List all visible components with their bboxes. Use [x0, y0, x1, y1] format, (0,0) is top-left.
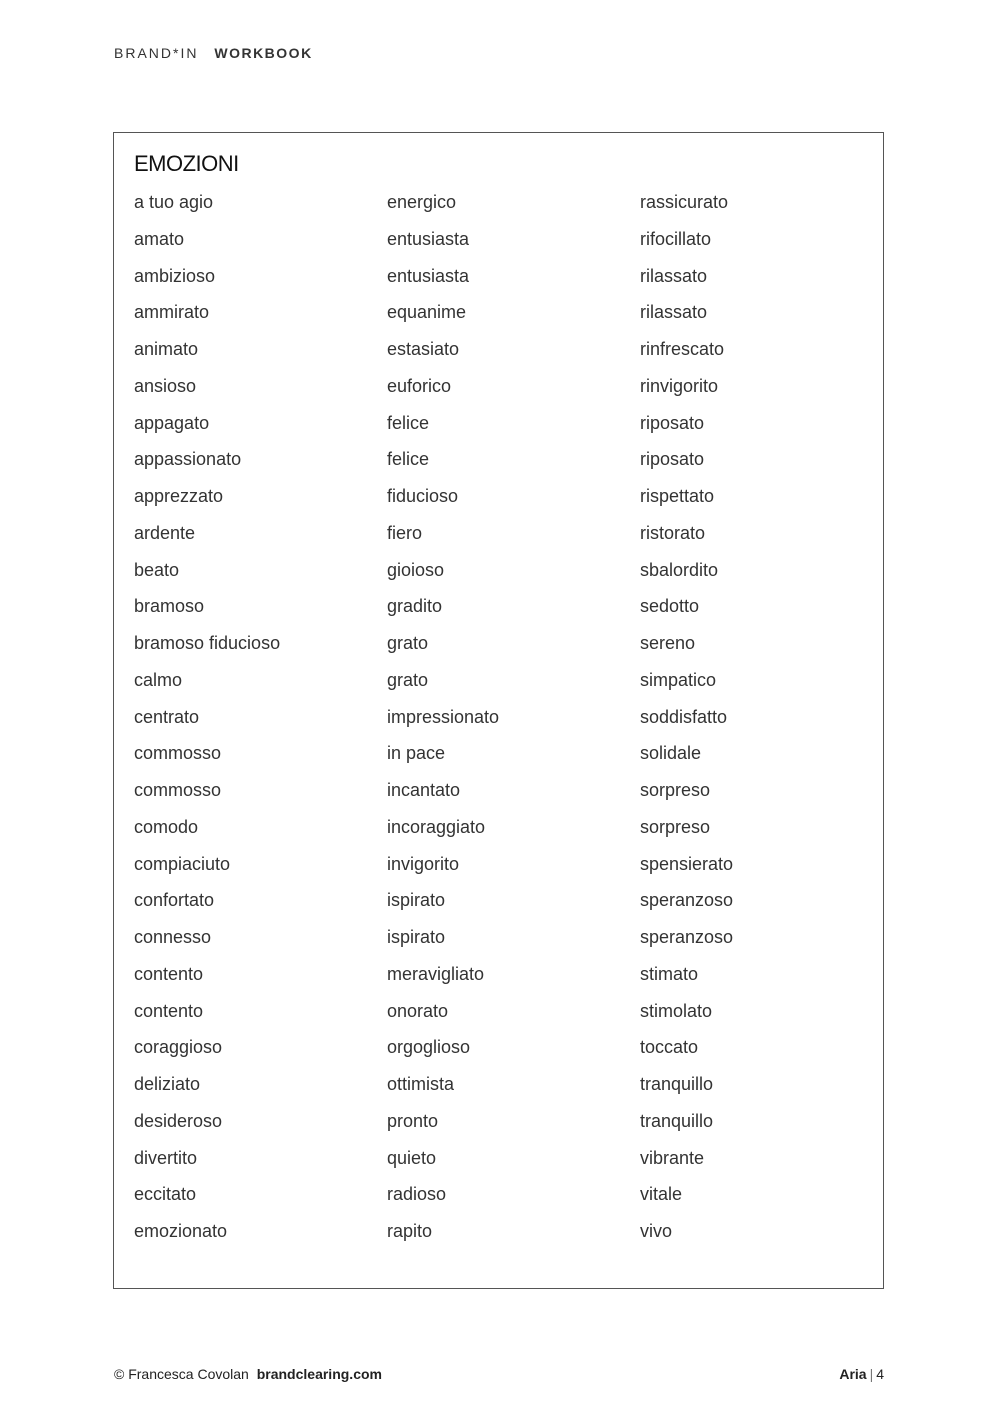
- emotion-word: rassicurato: [640, 192, 729, 212]
- emotion-word: a tuo agio: [134, 192, 214, 212]
- emotion-word: animato: [134, 339, 199, 359]
- emotion-word: ispirato: [387, 890, 446, 911]
- emotion-word: appassionato: [134, 449, 242, 470]
- emotion-word: amato: [134, 228, 185, 249]
- page-separator: |: [869, 1366, 874, 1382]
- emotion-word: ambizioso: [134, 265, 216, 286]
- emotion-word: incoraggiato: [387, 816, 486, 837]
- emotion-word: rinfrescato: [640, 339, 725, 359]
- emotion-word: emozionato: [134, 1221, 228, 1241]
- emotion-word: rispettato: [640, 486, 715, 506]
- emotion-word: pronto: [387, 1110, 439, 1131]
- emotion-word: comodo: [134, 816, 199, 837]
- emotion-word: fiero: [387, 522, 423, 543]
- emotion-word: quieto: [387, 1147, 437, 1168]
- emotion-word: gradito: [387, 596, 443, 617]
- emotion-word: beato: [134, 559, 180, 580]
- site-link[interactable]: brandclearing.com: [256, 1366, 382, 1382]
- emotion-word: tranquillo: [640, 1074, 714, 1094]
- emotion-word: desideroso: [134, 1110, 223, 1131]
- emotion-word: deliziato: [134, 1074, 201, 1094]
- emotion-word: tranquillo: [640, 1110, 714, 1131]
- brand-label: BRAND*IN: [114, 45, 199, 61]
- emotion-word: compiaciuto: [134, 853, 231, 874]
- emotion-word: entusiasta: [387, 265, 470, 286]
- word-column-1: [134, 188, 280, 1254]
- word-column-3: [640, 188, 733, 1254]
- footer-page-info: [839, 1366, 884, 1382]
- emotion-word: ardente: [134, 522, 196, 543]
- emotion-word: bramoso fiducioso: [134, 633, 281, 653]
- emotion-word: commosso: [134, 780, 222, 800]
- emotion-word: ispirato: [387, 927, 446, 947]
- footer-credit: [114, 1366, 382, 1382]
- emotion-word: contento: [134, 963, 204, 984]
- emotion-word: felice: [387, 412, 430, 433]
- emotion-word: orgoglioso: [387, 1037, 471, 1058]
- emotion-word: grato: [387, 633, 429, 653]
- emotion-word: commosso: [134, 743, 222, 764]
- emotion-word: onorato: [387, 1000, 449, 1021]
- emotion-word: rifocillato: [640, 228, 712, 249]
- emotion-word: equanime: [387, 302, 467, 323]
- emotion-word: rilassato: [640, 265, 708, 286]
- emotion-word: riposato: [640, 412, 705, 433]
- emotion-word: energico: [387, 192, 457, 212]
- emotion-word: estasiato: [387, 339, 460, 359]
- emotion-word: vitale: [640, 1184, 683, 1205]
- emotion-word: connesso: [134, 927, 212, 947]
- emotion-word: gioioso: [387, 559, 445, 580]
- emotion-word: centrato: [134, 706, 200, 727]
- emotion-word: rinvigorito: [640, 375, 719, 396]
- emotion-word: ansioso: [134, 375, 197, 396]
- emotion-word: confortato: [134, 890, 215, 911]
- emotion-word: vibrante: [640, 1147, 705, 1168]
- emotion-word: stimato: [640, 963, 699, 984]
- emotion-word: ottimista: [387, 1074, 455, 1094]
- emotion-word: coraggioso: [134, 1037, 223, 1058]
- emotion-word: rapito: [387, 1221, 433, 1241]
- emotion-word: divertito: [134, 1147, 198, 1168]
- emotion-word: vivo: [640, 1221, 673, 1241]
- page-header: [114, 45, 313, 61]
- emotion-word: speranzoso: [640, 890, 734, 911]
- emotion-word: solidale: [640, 743, 702, 764]
- emotion-word: meravigliato: [387, 963, 485, 984]
- emotion-word: ristorato: [640, 522, 706, 543]
- emotion-word: incantato: [387, 780, 461, 800]
- emotion-word: radioso: [387, 1184, 447, 1205]
- emotion-word: sereno: [640, 633, 696, 653]
- emotion-word: sedotto: [640, 596, 700, 617]
- emotion-word: calmo: [134, 669, 183, 690]
- emotion-word: simpatico: [640, 669, 717, 690]
- page-number: 4: [876, 1366, 884, 1382]
- emotion-word: apprezzato: [134, 486, 224, 506]
- word-column-2: [387, 188, 499, 1254]
- emotion-word: riposato: [640, 449, 705, 470]
- emotion-word: in pace: [387, 743, 446, 764]
- emotion-word: soddisfatto: [640, 706, 728, 727]
- copyright-text: © Francesca Covolan: [114, 1366, 249, 1382]
- emotion-word: fiducioso: [387, 486, 459, 506]
- emotion-word: felice: [387, 449, 430, 470]
- emotions-box: [113, 132, 884, 1289]
- box-title: EMOZIONI: [134, 151, 239, 176]
- emotion-word: invigorito: [387, 853, 460, 874]
- emotion-word: bramoso: [134, 596, 205, 617]
- section-name: Aria: [839, 1366, 867, 1382]
- emotion-word: contento: [134, 1000, 204, 1021]
- emotion-word: sorpreso: [640, 780, 711, 800]
- emotion-word: spensierato: [640, 853, 734, 874]
- emotion-word: ammirato: [134, 302, 210, 323]
- emotion-word: grato: [387, 669, 429, 690]
- emotion-word: eccitato: [134, 1184, 197, 1205]
- emotion-word: impressionato: [387, 706, 500, 727]
- emotion-word: stimolato: [640, 1000, 713, 1021]
- emotion-word: sbalordito: [640, 559, 719, 580]
- emotion-word: rilassato: [640, 302, 708, 323]
- emotion-word: entusiasta: [387, 228, 470, 249]
- emotion-word: euforico: [387, 375, 452, 396]
- emotion-word: appagato: [134, 412, 210, 433]
- workbook-label: WORKBOOK: [214, 45, 313, 61]
- emotion-word: sorpreso: [640, 816, 711, 837]
- emotion-word: toccato: [640, 1037, 699, 1058]
- emotion-word: speranzoso: [640, 927, 734, 947]
